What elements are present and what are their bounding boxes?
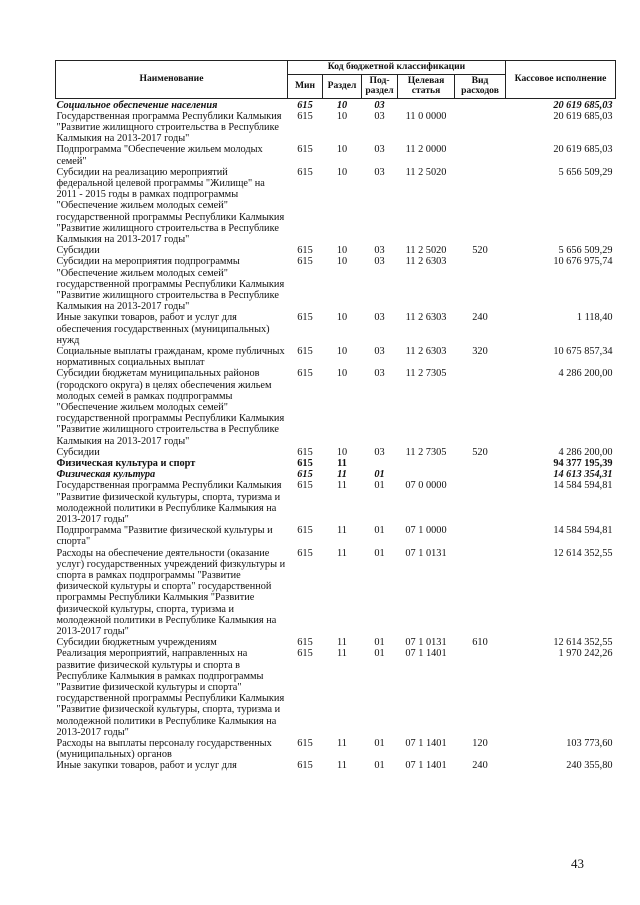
cell-razdel: 10 [336, 368, 348, 380]
cell-min: 615 [297, 469, 313, 481]
cell-name: Иные закупки товаров, работ и услуг для обеспечения государственных (муниципальных) нужд [56, 312, 270, 346]
cell-min: 615 [297, 312, 313, 324]
cell-target: 11 2 0000 [405, 144, 447, 156]
table-row [56, 447, 616, 458]
table-row [56, 368, 616, 446]
cell-vid: 240 [472, 312, 488, 324]
cell-vid [455, 648, 506, 738]
cell-razdel: 10 [336, 245, 348, 257]
cell-sum: 1 970 242,26 [558, 648, 613, 660]
header-row-top [56, 61, 616, 75]
cell-razdel: 11 [337, 637, 347, 649]
cell-target [398, 98, 455, 111]
cell-podrazdel: 03 [374, 110, 385, 122]
cell-min: 615 [297, 458, 313, 469]
cell-razdel: 10 [336, 166, 348, 178]
cell-podrazdel: 03 [374, 446, 385, 458]
cell-podrazdel: 03 [374, 99, 385, 111]
cell-vid [455, 480, 506, 525]
cell-sum: 10 675 857,34 [553, 345, 613, 357]
cell-razdel: 11 [337, 480, 347, 492]
cell-podrazdel: 01 [374, 480, 385, 492]
cell-razdel: 11 [337, 547, 347, 559]
cell-razdel: 10 [336, 99, 348, 111]
cell-sum: 94 377 195,39 [553, 458, 613, 469]
cell-target: 11 2 7305 [405, 446, 447, 458]
cell-vid: 520 [472, 245, 488, 257]
cell-min: 615 [297, 648, 313, 660]
cell-name: Подпрограмма "Обеспечение жильем молодых семей" [56, 144, 263, 167]
cell-razdel: 10 [336, 345, 348, 357]
cell-razdel: 11 [337, 469, 347, 481]
cell-name: Физическая культура и спорт [56, 458, 196, 469]
cell-min: 615 [297, 256, 313, 268]
cell-razdel: 11 [337, 738, 347, 750]
cell-min: 615 [297, 166, 313, 178]
cell-name: Субсидии бюджетным учреждениям [56, 637, 217, 649]
cell-vid [455, 256, 506, 312]
cell-min: 615 [297, 738, 313, 750]
cell-target: 11 2 7305 [405, 368, 447, 380]
cell-sum: 20 619 685,03 [553, 144, 613, 156]
table-row [56, 111, 616, 145]
cell-name: Субсидии [56, 446, 100, 458]
table-row [56, 98, 616, 111]
cell-vid: 520 [472, 446, 488, 458]
cell-podrazdel: 01 [374, 760, 385, 772]
cell-name: Подпрограмма "Развитие физической культуры и спорта" [56, 525, 273, 548]
cell-target: 11 0 0000 [405, 110, 447, 122]
cell-sum: 103 773,60 [566, 738, 613, 750]
table-row [56, 256, 616, 312]
cell-name: Физическая культура [56, 469, 156, 481]
cell-target [398, 458, 455, 469]
table-row [56, 245, 616, 256]
cell-razdel: 11 [337, 648, 347, 660]
cell-sum: 4 286 200,00 [558, 368, 613, 380]
cell-target: 11 2 6303 [405, 312, 447, 324]
cell-vid [455, 167, 506, 245]
table-row [56, 648, 616, 738]
cell-vid [455, 368, 506, 446]
cell-razdel: 11 [337, 525, 347, 537]
header-target: Целевая статья [398, 74, 455, 98]
cell-target: 07 1 1401 [405, 760, 447, 772]
cell-podrazdel: 01 [374, 738, 385, 750]
cell-vid: 610 [472, 637, 488, 649]
cell-target: 11 2 6303 [405, 256, 447, 268]
cell-target: 07 1 0000 [405, 525, 447, 537]
cell-name: Субсидии [56, 245, 100, 257]
cell-target: 07 1 1401 [405, 648, 447, 660]
cell-name: Социальное обеспечение населения [56, 99, 218, 111]
header-name: Наименование [56, 61, 288, 99]
cell-podrazdel: 03 [374, 368, 385, 380]
header-code-group: Код бюджетной классификации [288, 61, 506, 75]
cell-vid [455, 458, 506, 469]
cell-min: 615 [297, 760, 313, 772]
cell-sum: 4 286 200,00 [558, 446, 613, 458]
cell-name: Иные закупки товаров, работ и услуг для [56, 760, 237, 772]
cell-razdel: 10 [336, 256, 348, 268]
cell-min: 615 [297, 245, 313, 257]
table-row [56, 480, 616, 525]
cell-name: Реализация мероприятий, направленных на развитие физической культуры и спорта в Республике Калмыкия в рамках подпрограммы "Развитие физической культуры и спорта" государственной программы Республики Калмыкия "Развитие физической культуры, спорта, туризма и молодежной политики в Республике Калмыкия на 2013-2017 годы" [56, 648, 285, 738]
cell-sum: 1 118,40 [576, 312, 613, 324]
table-row [56, 167, 616, 245]
cell-min: 615 [297, 547, 313, 559]
header-razdel: Раздел [323, 74, 362, 98]
cell-sum: 20 619 685,03 [553, 110, 613, 122]
table-row [56, 760, 616, 771]
header-podrazdel: Под-раздел [362, 74, 398, 98]
table-row [56, 738, 616, 760]
table-row [56, 548, 616, 638]
cell-name: Государственная программа Республики Калмыкия "Развитие физической культуры, спорта, туризма и молодежной политики в Республике Калмыкия на 2013-2017 годы" [56, 480, 282, 526]
cell-razdel: 10 [336, 144, 348, 156]
cell-name: Субсидии на мероприятия подпрограммы "Обеспечение жильем молодых семей" государственной программы Республики Калмыкия "Развитие жилищного строительства в Республике Калмыкия на 2013-2017 годы" [56, 256, 285, 313]
cell-vid [455, 111, 506, 145]
cell-podrazdel [362, 458, 398, 469]
cell-min: 615 [297, 637, 313, 649]
cell-target: 07 0 0000 [405, 480, 447, 492]
cell-name: Субсидии на реализацию мероприятий федеральной целевой программы "Жилище" на 2011 - 2015 годы в рамках подпрограммы "Обеспечение жильем молодых семей" государственной программы Республики Калмыкия "Развитие жилищного строительства в Республике Калмыкия на 2013-2017 годы" [56, 166, 285, 245]
cell-min: 615 [297, 480, 313, 492]
table-row [56, 346, 616, 368]
cell-min: 615 [297, 144, 313, 156]
cell-target: 11 2 5020 [405, 245, 447, 257]
cell-sum: 12 614 352,55 [553, 547, 613, 559]
cell-vid [455, 144, 506, 166]
cell-vid [455, 98, 506, 111]
table-body [56, 98, 616, 772]
cell-sum: 5 656 509,29 [558, 166, 613, 178]
cell-name: Государственная программа Республики Калмыкия "Развитие жилищного строительства в Республике Калмыкия на 2013-2017 годы" [56, 110, 282, 145]
table-row [56, 525, 616, 547]
cell-target: 07 1 0131 [405, 637, 447, 649]
page-number: 43 [571, 856, 584, 871]
cell-name: Социальные выплаты гражданам, кроме публичных нормативных социальных выплат [56, 345, 285, 369]
cell-target: 11 2 6303 [405, 345, 447, 357]
table-row [56, 144, 616, 166]
cell-sum: 5 656 509,29 [558, 245, 613, 257]
cell-podrazdel: 03 [374, 166, 385, 178]
cell-vid: 240 [472, 760, 488, 772]
cell-sum: 20 619 685,03 [553, 99, 613, 111]
cell-podrazdel: 01 [374, 469, 385, 481]
cell-min: 615 [297, 110, 313, 122]
cell-name: Расходы на выплаты персоналу государственных (муниципальных) органов [56, 738, 272, 761]
table-row [56, 469, 616, 480]
cell-podrazdel: 01 [374, 648, 385, 660]
cell-target [398, 469, 455, 480]
cell-podrazdel: 01 [374, 547, 385, 559]
table-row [56, 312, 616, 346]
cell-sum: 240 355,80 [566, 760, 613, 772]
cell-podrazdel: 03 [374, 345, 385, 357]
cell-razdel: 11 [337, 458, 347, 469]
cell-min: 615 [297, 368, 313, 380]
cell-razdel: 10 [336, 446, 348, 458]
cell-razdel: 11 [337, 760, 347, 772]
cell-sum: 14 613 354,31 [553, 469, 613, 481]
cell-vid [455, 548, 506, 638]
table-row [56, 637, 616, 648]
cell-podrazdel: 03 [374, 245, 385, 257]
cell-sum: 12 614 352,55 [553, 637, 613, 649]
cell-razdel: 10 [336, 110, 348, 122]
header-min: Мин [288, 74, 323, 98]
cell-podrazdel: 03 [374, 312, 385, 324]
cell-min: 615 [297, 525, 313, 537]
cell-podrazdel: 03 [374, 144, 385, 156]
cell-name: Расходы на обеспечение деятельности (оказание услуг) государственных учреждений физкультуры и спорта в рамках подпрограммы "Развитие физической культуры и спорта" государственной программы Республики Калмыкия "Развитие физической культуры, спорта, туризма и молодежной политики в Республике Калмыкия на 2013-2017 годы" [56, 547, 286, 638]
header-cash: Кассовое исполнение [506, 61, 616, 99]
cell-razdel: 10 [336, 312, 348, 324]
cell-podrazdel: 01 [374, 525, 385, 537]
cell-min: 615 [297, 99, 313, 111]
cell-sum: 14 584 594,81 [553, 525, 613, 537]
cell-vid [455, 469, 506, 480]
cell-vid: 320 [472, 345, 488, 357]
budget-table [55, 60, 616, 772]
cell-target: 07 1 1401 [405, 738, 447, 750]
cell-vid: 120 [472, 738, 488, 750]
header-vid: Вид расходов [455, 74, 506, 98]
cell-target: 11 2 5020 [405, 166, 447, 178]
cell-min: 615 [297, 446, 313, 458]
cell-sum: 10 676 975,74 [553, 256, 613, 268]
cell-vid [455, 525, 506, 547]
cell-podrazdel: 03 [374, 256, 385, 268]
cell-name: Субсидии бюджетам муниципальных районов (городского округа) в целях обеспечения жильем молодых семей в рамках подпрограммы "Обеспечение жильем молодых семей" государственной программы Республики Калмыкия "Развитие жилищного строительства в Республике Калмыкия на 2013-2017 годы" [56, 368, 285, 447]
cell-podrazdel: 01 [374, 637, 385, 649]
cell-sum: 14 584 594,81 [553, 480, 613, 492]
cell-min: 615 [297, 345, 313, 357]
budget-page [55, 60, 615, 772]
cell-target: 07 1 0131 [405, 547, 447, 559]
table-row [56, 458, 616, 469]
